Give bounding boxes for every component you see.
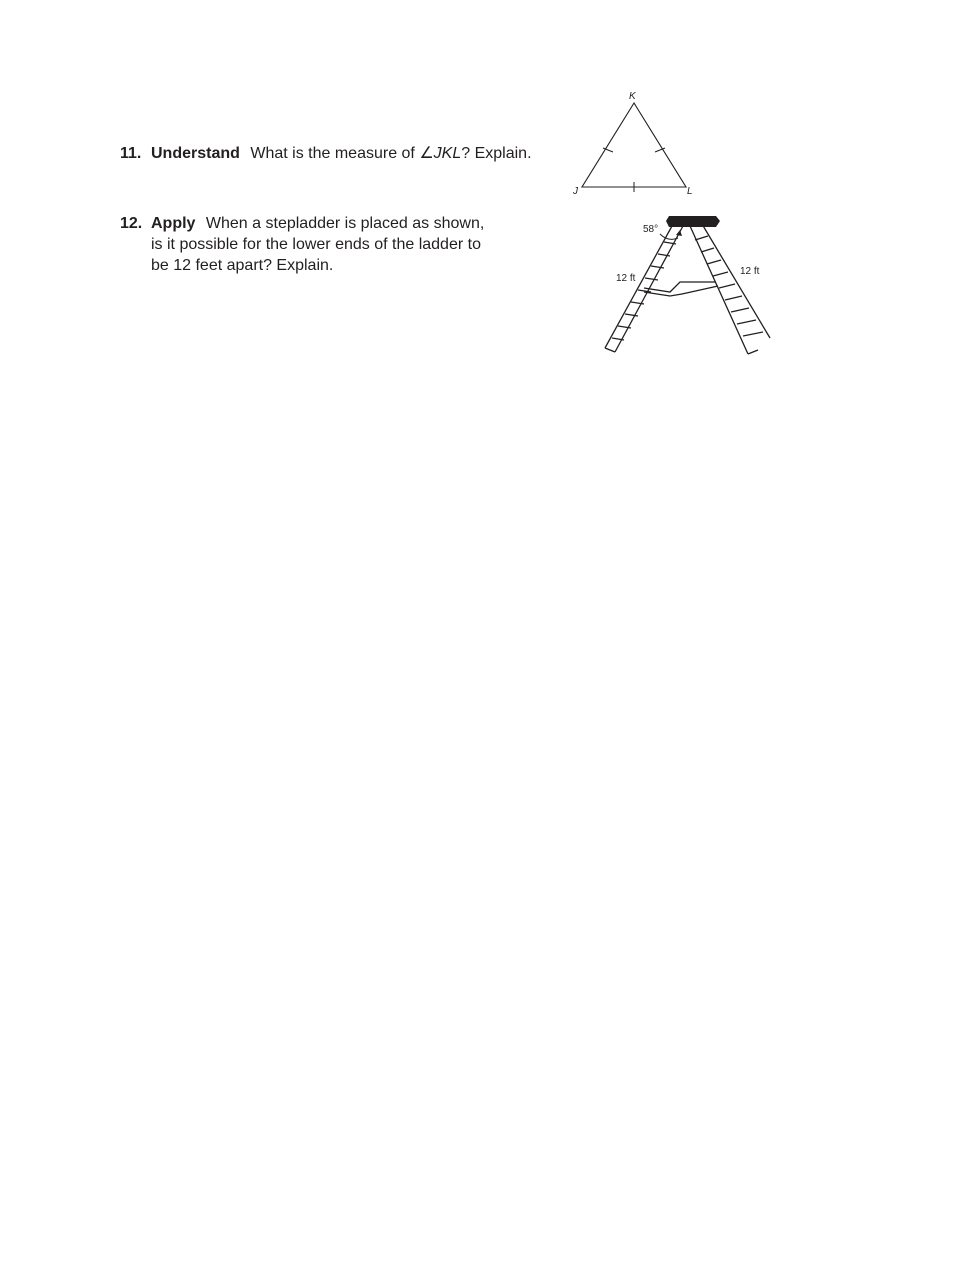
problem-text: What is the measure of [250, 145, 420, 162]
right-length-label: 12 ft [740, 266, 760, 277]
triangle-shape [582, 103, 686, 187]
problem-12 [120, 213, 484, 276]
problem-label: Understand [151, 145, 240, 162]
angle-name: JKL [433, 145, 462, 162]
problem-number: 11. [120, 145, 142, 162]
vertex-label-k: K [629, 91, 636, 102]
right-rungs [695, 236, 763, 336]
angle-arc [660, 234, 678, 239]
angle-label: 58° [643, 224, 659, 235]
problem-label: Apply [151, 215, 196, 232]
left-length-label: 12 ft [616, 273, 636, 284]
right-rail-outer [702, 224, 770, 338]
vertex-label-l: L [687, 186, 693, 197]
spreader-brace-lower [644, 286, 718, 296]
problem-12-line-3: be 12 feet apart? Explain. [151, 257, 334, 274]
problem-11 [120, 143, 532, 164]
left-rail-outer [605, 226, 672, 348]
problem-text: When a stepladder is placed as shown, [205, 215, 485, 232]
spreader-brace [644, 282, 716, 292]
stepladder-figure [598, 208, 788, 364]
problem-text-end: ? Explain. [461, 145, 532, 162]
triangle-jkl-figure [566, 84, 706, 202]
problem-number: 12. [120, 215, 143, 232]
angle-arrowhead [676, 230, 682, 236]
right-foot [748, 350, 758, 354]
angle-symbol: ∠ [419, 145, 434, 162]
left-foot [605, 348, 615, 352]
problem-12-line-2: is it possible for the lower ends of the ladder to [151, 236, 481, 253]
ladder-top-cap [666, 216, 720, 227]
problem-11-line [120, 143, 532, 164]
problem-12-line-1 [120, 213, 484, 234]
vertex-label-j: J [573, 186, 578, 197]
